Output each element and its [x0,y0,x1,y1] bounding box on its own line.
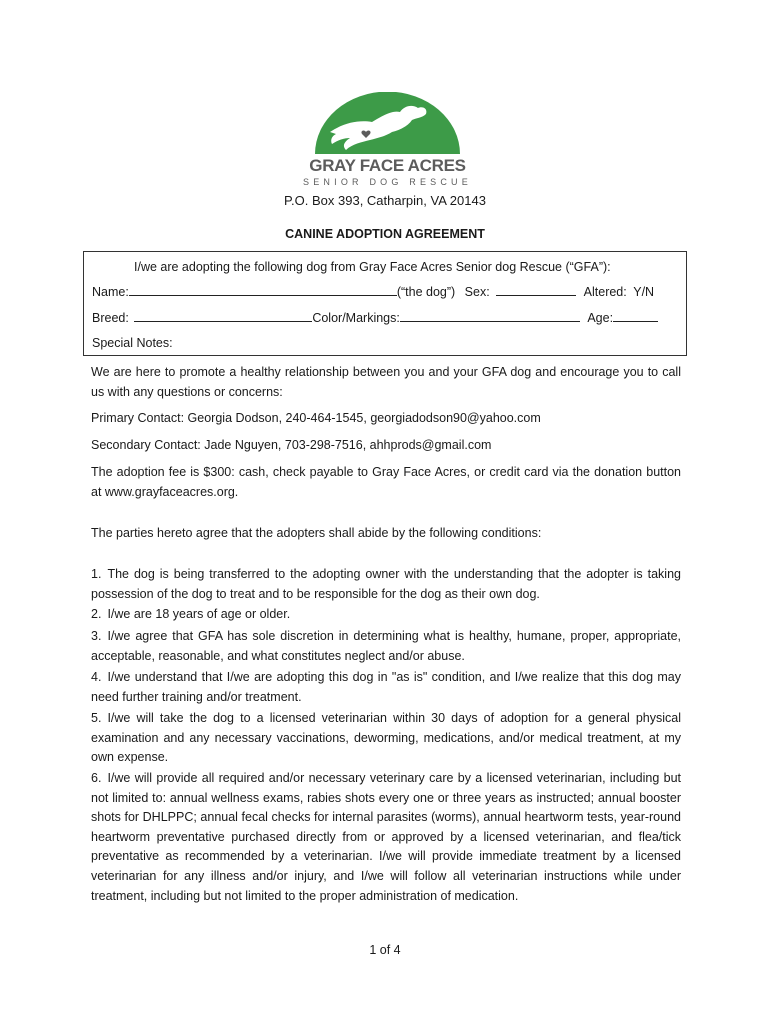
the-dog-label: (“the dog”) [396,285,456,299]
list-item-number: 5. [91,711,102,725]
breed-field[interactable] [134,309,312,322]
breed-row [92,309,678,325]
fee-paragraph: The adoption fee is $300: cash, check payable to Gray Face Acres, or credit card via the donation button at www.grayfaceacres.org. [91,465,681,499]
dog-details-box [83,251,687,356]
conditions-intro: The parties hereto agree that the adopters shall abide by the following conditions: [91,526,542,540]
color-markings-field[interactable] [400,309,580,322]
list-item-text: I/we are 18 years of age or older. [107,607,291,621]
list-item [91,709,681,768]
logo-title: GRAY FACE ACRES [309,156,466,175]
list-item-text: The dog is being transferred to the adopting owner with the understanding that the adopter is taking possession of the dog to treat and to be responsible for the dog as their own dog. [91,567,681,601]
name-row [92,283,678,299]
list-item [91,605,681,625]
logo-subtitle: SENIOR DOG RESCUE [303,177,472,187]
intro-paragraph: We are here to promote a healthy relationship between you and your GFA dog and encourage you to call us with any questions or concerns: [91,365,681,399]
box-intro: I/we are adopting the following dog from Gray Face Acres Senior dog Rescue (“GFA”): [134,260,611,274]
color-markings-label: Color/Markings: [312,311,400,325]
address: P.O. Box 393, Catharpin, VA 20143 [284,193,486,208]
age-label: Age: [587,311,614,325]
list-item-text: I/we will provide all required and/or necessary veterinary care by a licensed veterinarian, including but not limited to: annual wellness exams, rabies shots every one or three years as instructed; annual booster shots for DHLPPC; annual fecal checks for internal parasites (worms), annual heartworm tests, year-round heartworm preventative purchased directly from or approved by a licensed veterinarian, and flea/tick preventative as recommended by a veterinarian. I/we will provide immediate treatment by a licensed veterinarian for any illness and/or injury, and I/we will follow all veterinarian instructions while under treatment, including but not limited to the proper administration of medication. [91,771,681,903]
breed-label: Breed: [92,311,129,325]
page-number: 1 of 4 [369,943,401,957]
name-field[interactable] [129,283,397,296]
list-item-text: I/we agree that GFA has sole discretion in determining what is healthy, humane, proper, appropriate, acceptable, reasonable, and what constitutes neglect and/or abuse. [91,629,681,663]
list-item [91,565,681,604]
primary-contact: Primary Contact: Georgia Dodson, 240-464-1545, georgiadodson90@yahoo.com [91,411,541,425]
list-item-number: 3. [91,629,102,643]
age-field[interactable] [613,309,658,322]
list-item-text: I/we understand that I/we are adopting this dog in "as is" condition, and I/we realize that this dog may need further training and/or treatment. [91,670,681,704]
altered-label: Altered: [583,285,627,299]
sex-label: Sex: [464,285,490,299]
list-item-text: I/we will take the dog to a licensed veterinarian within 30 days of adoption for a general physical examination and any necessary vaccinations, deworming, medications, and/or medical treatment, at my own expense. [91,711,681,765]
list-item [91,668,681,707]
name-label: Name: [92,285,129,299]
secondary-contact: Secondary Contact: Jade Nguyen, 703-298-7516, ahhprods@gmail.com [91,438,492,452]
page-title: CANINE ADOPTION AGREEMENT [285,227,485,241]
list-item [91,769,681,906]
altered-value[interactable]: Y/N [633,285,655,299]
special-notes-label: Special Notes: [92,336,173,350]
sex-field[interactable] [496,283,576,296]
list-item [91,627,681,666]
list-item-number: 1. [91,567,102,581]
list-item-number: 4. [91,670,102,684]
list-item-number: 2. [91,607,102,621]
list-item-number: 6. [91,771,102,785]
